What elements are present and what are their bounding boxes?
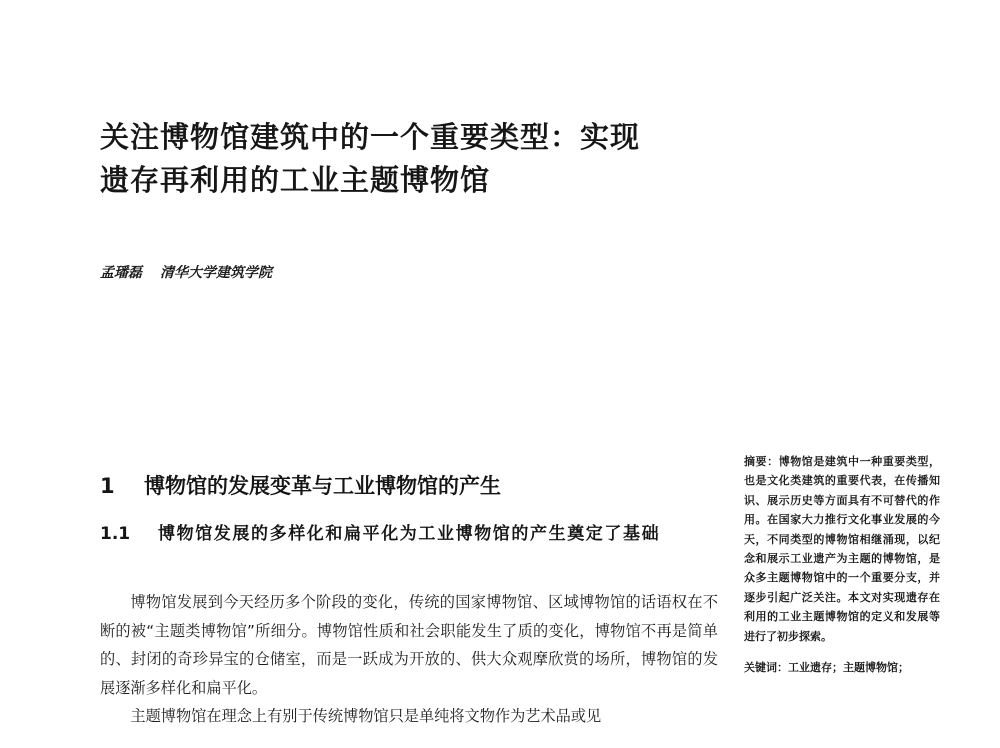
paper-title-line-2: 遗存再利用的工业主题博物馆 [100,163,491,197]
paper-title-line-1: 关注博物馆建筑中的一个重要类型：实现 [100,120,641,154]
body-text [100,588,718,731]
author-affiliation: 清华大学建筑学院 [160,265,272,281]
section-1-1-number: 1.1 [100,524,131,544]
abstract-sidebar [744,452,940,677]
author-name: 孟璠磊 [100,265,142,281]
keywords-label: 关键词： [744,661,788,675]
abstract-label: 摘要： [744,455,779,468]
body-paragraph-1: 博物馆发展到今天经历多个阶段的变化，传统的国家博物馆、区域博物馆的话语权在不断的被“主题类博物馆”所细分。博物馆性质和社会职能发生了质的变化，博物馆不再是简单的、封闭的奇珍异宝的仓储室，而是一跃成为开放的、供大众观摩欣赏的场所，博物馆的发展逐渐多样化和扁平化。 [100,593,718,697]
abstract [744,452,940,646]
keywords-text: 工业遗存；主题博物馆； [788,661,909,675]
section-1-heading [100,470,501,500]
section-1-title: 博物馆的发展变革与工业博物馆的产生 [144,474,501,498]
paper-title [100,116,740,202]
section-1-number: 1 [100,474,115,498]
body-paragraph-2: 主题博物馆在理念上有别于传统博物馆只是单纯将文物作为艺术品或见 [130,707,602,725]
section-1-1-heading [100,519,720,549]
author-line [100,262,272,282]
keywords [744,658,940,677]
abstract-text: 博物馆是建筑中一种重要类型，也是文化类建筑的重要代表，在传播知识、展示历史等方面具有不可替代的作用。在国家大力推行文化事业发展的今天，不同类型的博物馆相继涌现，以纪念和展示工业遗产为主题的博物馆，是众多主题博物馆中的一个重要分支，并逐步引起广泛关注。本文对实现遗存在利用的工业主题博物馆的定义和发展等进行了初步探索。 [744,455,940,643]
section-1-1-title: 博物馆发展的多样化和扁平化为工业博物馆的产生奠定了基础 [158,524,661,544]
